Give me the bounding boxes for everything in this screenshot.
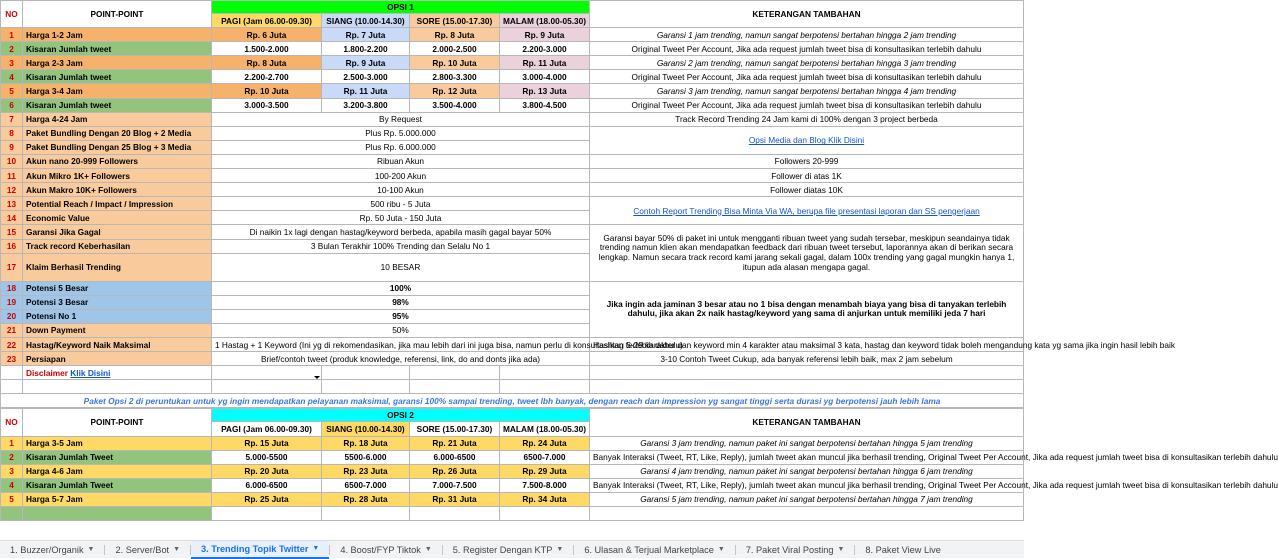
jaminan-note[interactable]: Jika ingin ada jaminan 3 besar atau no 1 bisa dengan menambah biaya yang bisa di tanyakan terlebih dahulu, jika akan 2x naik hastag/keyword yang sama di anjurkan untuk memiliki jeda 7 hari (590, 281, 1024, 337)
value-cell[interactable]: 95% (212, 309, 590, 323)
row-no[interactable]: 23 (1, 352, 23, 366)
keterangan-cell[interactable]: Garansi 2 jam trending, namun sangat berpotensi bertahan hingga 3 jam trending (590, 56, 1024, 70)
empty-cell[interactable] (212, 507, 322, 521)
row-label[interactable]: Garansi Jika Gagal (23, 225, 212, 239)
price-cell[interactable]: Rp. 34 Juta (500, 492, 590, 506)
row-no[interactable]: 5 (1, 492, 23, 506)
tab-label: 2. Server/Bot (115, 544, 170, 555)
sheet-tab-ktp[interactable] (443, 541, 574, 559)
tweet-cell[interactable]: 7.000-7.500 (410, 478, 500, 492)
row-label[interactable]: Potential Reach / Impact / Impression (23, 197, 212, 211)
chevron-down-icon[interactable]: ▼ (556, 545, 564, 553)
empty-cell[interactable] (590, 380, 1024, 394)
row-no[interactable]: 1 (1, 436, 23, 450)
sheet-tab-bar (0, 540, 1024, 558)
value-cell[interactable]: By Request (212, 112, 590, 126)
row-label[interactable]: Harga 5-7 Jam (23, 492, 212, 506)
row-label[interactable]: Kisaran Jumlah tweet (23, 98, 212, 112)
row-no[interactable]: 1 (1, 28, 23, 42)
empty-cell[interactable] (410, 380, 500, 394)
keterangan-cell[interactable]: Garansi 3 jam trending, namun sangat berpotensi bertahan hingga 4 jam trending (590, 84, 1024, 98)
sheet-tab-buzzer[interactable] (0, 541, 104, 559)
row-no[interactable]: 2 (1, 450, 23, 464)
empty-cell[interactable] (212, 366, 322, 380)
empty-cell[interactable] (322, 507, 410, 521)
row-no[interactable]: 3 (1, 56, 23, 70)
chevron-down-icon[interactable]: ▼ (424, 545, 432, 553)
row-label[interactable]: Potensi 5 Besar (23, 281, 212, 295)
chevron-down-icon[interactable]: ▼ (173, 545, 181, 553)
point-header[interactable]: POINT-POINT (23, 409, 212, 436)
chevron-down-icon[interactable]: ▼ (312, 544, 320, 552)
price-cell[interactable]: Rp. 26 Juta (410, 464, 500, 478)
chevron-down-icon[interactable]: ▼ (87, 545, 95, 553)
row-no[interactable]: 3 (1, 464, 23, 478)
price-cell[interactable]: Rp. 29 Juta (500, 464, 590, 478)
row-no[interactable]: 19 (1, 295, 23, 309)
tweet-cell[interactable]: 1.500-2.000 (212, 42, 322, 56)
keterangan-header[interactable]: KETERANGAN TAMBAHAN (590, 409, 1024, 436)
price-cell[interactable]: Rp. 12 Juta (410, 84, 500, 98)
row-no[interactable]: 15 (1, 225, 23, 239)
col-malam[interactable]: MALAM (18.00-05.30) (500, 422, 590, 436)
row-label[interactable]: Harga 2-3 Jam (23, 56, 212, 70)
empty-cell[interactable] (500, 507, 590, 521)
row-label[interactable]: Potensi No 1 (23, 309, 212, 323)
price-cell[interactable]: Rp. 9 Juta (322, 56, 410, 70)
empty-cell[interactable] (23, 380, 212, 394)
row-label[interactable]: Harga 3-5 Jam (23, 436, 212, 450)
row-no[interactable]: 6 (1, 98, 23, 112)
tweet-cell[interactable]: 5.000-5500 (212, 450, 322, 464)
value-cell[interactable]: 1 Hastag + 1 Keyword (Ini yg di rekomendasikan, jika mau lebih dari ini juga bisa, namun perlu di konsultasikan terlebih dahulu) (212, 337, 590, 351)
empty-cell[interactable] (410, 366, 500, 380)
keterangan-cell[interactable]: Track Record Trending 24 Jam kami di 100% dengan 3 project berbeda (590, 112, 1024, 126)
row-label[interactable]: Akun nano 20-999 Followers (23, 154, 212, 168)
row-no[interactable]: 10 (1, 154, 23, 168)
tweet-cell[interactable]: 1.800-2.200 (322, 42, 410, 56)
value-cell[interactable]: 500 ribu - 5 Juta (212, 197, 590, 211)
sheet-tab-marketplace[interactable] (574, 541, 734, 559)
row-label[interactable]: Track record Keberhasilan (23, 239, 212, 253)
keterangan-cell[interactable]: Follower diatas 10K (590, 183, 1024, 197)
tab-label: 8. Paket View Live (865, 544, 941, 555)
sheet-tab-viral[interactable] (736, 541, 855, 559)
empty-cell[interactable] (500, 366, 590, 380)
row-no[interactable]: 4 (1, 478, 23, 492)
price-cell[interactable]: Rp. 11 Juta (500, 56, 590, 70)
row-no[interactable]: 5 (1, 84, 23, 98)
keterangan-cell[interactable]: Original Tweet Per Account, Jika ada request jumlah tweet bisa di konsultasikan terlebih dahulu (590, 70, 1024, 84)
row-label[interactable]: Hastag/Keyword Naik Maksimal (23, 337, 212, 351)
row-no[interactable]: 14 (1, 211, 23, 225)
keterangan-cell[interactable]: Garansi 3 jam trending, namun paket ini sangat berpotensi bertahan hingga 5 jam trending (590, 436, 1024, 450)
value-cell[interactable]: Brief/contoh tweet (produk knowledge, referensi, link, do and donts jika ada) (212, 352, 590, 366)
col-siang[interactable]: SIANG (10.00-14.30) (322, 14, 410, 28)
tweet-cell[interactable]: 5500-6.000 (322, 450, 410, 464)
opsi-2-table (0, 408, 1278, 521)
row-label[interactable]: Klaim Berhasil Trending (23, 253, 212, 281)
sheet-tab-live[interactable] (855, 541, 950, 559)
sheet-tab-trending[interactable] (191, 541, 329, 559)
col-malam[interactable]: MALAM (18.00-05.30) (500, 14, 590, 28)
price-cell[interactable]: Rp. 24 Juta (500, 436, 590, 450)
tweet-cell[interactable]: 2.200-2.700 (212, 70, 322, 84)
empty-cell[interactable] (500, 380, 590, 394)
keterangan-cell[interactable]: Garansi 1 jam trending, namun sangat berpotensi bertahan hingga 2 jam trending (590, 28, 1024, 42)
value-cell[interactable]: Plus Rp. 5.000.000 (212, 126, 590, 140)
keterangan-header[interactable]: KETERANGAN TAMBAHAN (590, 1, 1024, 28)
value-cell[interactable]: 3 Bulan Terakhir 100% Trending dan Selalu No 1 (212, 239, 590, 253)
value-cell[interactable]: Plus Rp. 6.000.000 (212, 140, 590, 154)
value-cell[interactable]: Rp. 50 Juta - 150 Juta (212, 211, 590, 225)
row-label[interactable]: Paket Bundling Dengan 20 Blog + 2 Media (23, 126, 212, 140)
tweet-cell[interactable]: 6500-7.000 (322, 478, 410, 492)
tab-label: 6. Ulasan & Terjual Marketplace (584, 544, 714, 555)
row-label[interactable]: Harga 4-24 Jam (23, 112, 212, 126)
tab-label: 7. Paket Viral Posting (745, 544, 834, 555)
chevron-down-icon[interactable]: ▼ (717, 545, 725, 553)
row-label[interactable]: Kisaran Jumlah Tweet (23, 450, 212, 464)
value-cell[interactable]: 50% (212, 323, 590, 337)
row-no[interactable]: 7 (1, 112, 23, 126)
tweet-cell[interactable]: 2.500-3.000 (322, 70, 410, 84)
row-label[interactable]: Kisaran Jumlah tweet (23, 42, 212, 56)
keterangan-cell[interactable]: Garansi 5 jam trending, namun paket ini sangat berpotensi bertahan hingga 7 jam trending (590, 492, 1024, 506)
row-label[interactable]: Potensi 3 Besar (23, 295, 212, 309)
row-label[interactable]: Kisaran Jumlah tweet (23, 70, 212, 84)
col-sore[interactable]: SORE (15.00-17.30) (410, 422, 500, 436)
price-cell[interactable]: Rp. 31 Juta (410, 492, 500, 506)
tweet-cell[interactable]: 3.500-4.000 (410, 98, 500, 112)
row-no[interactable]: 2 (1, 42, 23, 56)
price-cell[interactable]: Rp. 28 Juta (322, 492, 410, 506)
keterangan-cell[interactable]: Follower di atas 1K (590, 169, 1024, 183)
price-cell[interactable]: Rp. 8 Juta (212, 56, 322, 70)
tab-label: 1. Buzzer/Organik (10, 544, 84, 555)
empty-cell[interactable] (212, 380, 322, 394)
opsi-2-note[interactable]: Paket Opsi 2 di peruntukan untuk yg ingin mendapatkan pelayanan maksimal, garansi 100% sampai trending, tweet lbh banyak, dengan reach dan impression yg sangat tinggi serta durasi yg berpotensi jauh lebih lama (1, 394, 1024, 408)
tweet-cell[interactable]: 7.500-8.000 (500, 478, 590, 492)
col-pagi[interactable]: PAGI (Jam 06.00-09.30) (212, 422, 322, 436)
empty-cell[interactable] (322, 380, 410, 394)
tweet-cell[interactable]: 3.000-3.500 (212, 98, 322, 112)
row-no[interactable]: 21 (1, 323, 23, 337)
tab-label: 3. Trending Topik Twitter (201, 543, 309, 554)
keterangan-cell[interactable]: Original Tweet Per Account, Jika ada request jumlah tweet bisa di konsultasikan terlebih dahulu (590, 98, 1024, 112)
empty-cell[interactable] (410, 507, 500, 521)
garansi-note[interactable]: Garansi bayar 50% di paket ini untuk mengganti ribuan tweet yang sudah tersebar, meskipun seandainya tidak trending namun klien akan mendapatkan feedback dari ribuan tweet tersebut, laporannya akan di berikan secara lengkap. Namun secara track record kami jarang sekali gagal, dalam 100x trending yang gagal mungkin hanya 1, itupun ada alasan mengapa gagal. (590, 225, 1024, 281)
price-cell[interactable]: Rp. 18 Juta (322, 436, 410, 450)
no-header[interactable]: NO (1, 1, 23, 28)
row-label[interactable]: Akun Makro 10K+ Followers (23, 183, 212, 197)
price-cell[interactable]: Rp. 10 Juta (410, 56, 500, 70)
value-cell[interactable]: 98% (212, 295, 590, 309)
price-cell[interactable]: Rp. 15 Juta (212, 436, 322, 450)
row-no[interactable]: 20 (1, 309, 23, 323)
sheet-tab-server[interactable] (105, 541, 190, 559)
row-no[interactable]: 22 (1, 337, 23, 351)
row-no[interactable]: 9 (1, 140, 23, 154)
price-cell[interactable]: Rp. 10 Juta (212, 84, 322, 98)
row-no[interactable]: 12 (1, 183, 23, 197)
chevron-down-icon[interactable]: ▼ (837, 545, 845, 553)
empty-cell[interactable] (1, 380, 23, 394)
opsi-media-link[interactable]: Opsi Media dan Blog Klik Disini (590, 126, 1024, 154)
cell-note-marker (314, 376, 320, 379)
tweet-cell[interactable]: 2.200-3.000 (500, 42, 590, 56)
price-cell[interactable]: Rp. 11 Juta (322, 84, 410, 98)
tweet-cell[interactable]: 2.800-3.300 (410, 70, 500, 84)
price-cell[interactable]: Rp. 7 Juta (322, 28, 410, 42)
keterangan-cell[interactable]: 3-10 Contoh Tweet Cukup, ada banyak referensi lebih baik, max 2 jam sebelum (590, 352, 1024, 366)
disclaimer-cell[interactable] (23, 366, 212, 380)
row-no[interactable]: 18 (1, 281, 23, 295)
price-cell[interactable]: Rp. 13 Juta (500, 84, 590, 98)
empty-cell[interactable] (322, 366, 410, 380)
price-cell[interactable]: Rp. 25 Juta (212, 492, 322, 506)
row-no[interactable]: 8 (1, 126, 23, 140)
value-cell[interactable]: Di naikin 1x lagi dengan hastag/keyword berbeda, apabila masih gagal bayar 50% (212, 225, 590, 239)
value-cell[interactable]: Ribuan Akun (212, 154, 590, 168)
price-cell[interactable]: Rp. 8 Juta (410, 28, 500, 42)
tweet-cell[interactable]: 3.800-4.500 (500, 98, 590, 112)
value-cell[interactable]: 100% (212, 281, 590, 295)
disclaimer-label: Disclaimer (26, 367, 68, 378)
row-label[interactable]: Economic Value (23, 211, 212, 225)
empty-cell[interactable] (1, 507, 23, 521)
empty-cell[interactable] (23, 507, 212, 521)
report-link[interactable]: Contoh Report Trending Bisa Minta Via WA, berupa file presentasi laporan dan SS pengerjaan (590, 197, 1024, 225)
row-label[interactable]: Paket Bundling Dengan 25 Blog + 3 Media (23, 140, 212, 154)
empty-cell[interactable] (590, 366, 1024, 380)
keterangan-cell[interactable]: Garansi 4 jam trending, namun paket ini sangat berpotensi bertahan hingga 6 jam trending (590, 464, 1024, 478)
empty-cell[interactable] (1, 366, 23, 380)
price-cell[interactable]: Rp. 20 Juta (212, 464, 322, 478)
tweet-cell[interactable]: 6.000-6500 (410, 450, 500, 464)
price-cell[interactable]: Rp. 6 Juta (212, 28, 322, 42)
row-label[interactable]: Down Payment (23, 323, 212, 337)
row-label[interactable]: Akun Mikro 1K+ Followers (23, 169, 212, 183)
row-label[interactable]: Harga 4-6 Jam (23, 464, 212, 478)
keterangan-cell[interactable]: Original Tweet Per Account, Jika ada request jumlah tweet bisa di konsultasikan terlebih dahulu (590, 42, 1024, 56)
col-siang[interactable]: SIANG (10.00-14.30) (322, 422, 410, 436)
tweet-cell[interactable]: 2.000-2.500 (410, 42, 500, 56)
row-no[interactable]: 16 (1, 239, 23, 253)
row-no[interactable]: 17 (1, 253, 23, 281)
tab-label: 4. Boost/FYP Tiktok (340, 544, 421, 555)
keterangan-cell[interactable]: Banyak Interaksi (Tweet, RT, Like, Reply), jumlah tweet akan muncul jika berhasil trending, Original Tweet Per Account, Jika ada request jumlah tweet bisa di konsultasikan terlebih dahulu (590, 478, 1024, 492)
row-no[interactable]: 4 (1, 70, 23, 84)
price-cell[interactable]: Rp. 23 Juta (322, 464, 410, 478)
row-label[interactable]: Harga 1-2 Jam (23, 28, 212, 42)
tweet-cell[interactable]: 3.000-4.000 (500, 70, 590, 84)
no-header[interactable]: NO (1, 409, 23, 436)
col-pagi[interactable]: PAGI (Jam 06.00-09.30) (212, 14, 322, 28)
row-label[interactable]: Harga 3-4 Jam (23, 84, 212, 98)
keterangan-cell[interactable]: Followers 20-999 (590, 154, 1024, 168)
sheet-tab-tiktok[interactable] (330, 541, 441, 559)
value-cell[interactable]: 10 BESAR (212, 253, 590, 281)
price-cell[interactable]: Rp. 21 Juta (410, 436, 500, 450)
value-cell[interactable]: 100-200 Akun (212, 169, 590, 183)
point-header[interactable]: POINT-POINT (23, 1, 212, 28)
value-cell[interactable]: 10-100 Akun (212, 183, 590, 197)
tweet-cell[interactable]: 3.200-3.800 (322, 98, 410, 112)
col-sore[interactable]: SORE (15.00-17.30) (410, 14, 500, 28)
opsi-header[interactable]: OPSI 1 (212, 1, 590, 14)
disclaimer-link[interactable]: Klik Disini (70, 367, 111, 378)
tab-label: 5. Register Dengan KTP (452, 544, 553, 555)
row-label[interactable]: Persiapan (23, 352, 212, 366)
row-no[interactable]: 13 (1, 197, 23, 211)
opsi-header[interactable]: OPSI 2 (212, 409, 590, 422)
keterangan-cell[interactable]: Hashtag 5-29 karakter dan keyword min 4 karakter atau maksimal 3 kata, hastag dan keyword tidak boleh mengandung kata yg sama jika ingin hasil lebih baik (590, 337, 1024, 351)
row-no[interactable]: 11 (1, 169, 23, 183)
price-cell[interactable]: Rp. 9 Juta (500, 28, 590, 42)
tweet-cell[interactable]: 6500-7.000 (500, 450, 590, 464)
empty-cell[interactable] (590, 507, 1024, 521)
row-label[interactable]: Kisaran Jumlah Tweet (23, 478, 212, 492)
tweet-cell[interactable]: 6.000-6500 (212, 478, 322, 492)
keterangan-cell[interactable]: Banyak Interaksi (Tweet, RT, Like, Reply), jumlah tweet akan muncul jika berhasil trending, Original Tweet Per Account, Jika ada request jumlah tweet bisa di konsultasikan terlebih dahulu (590, 450, 1024, 464)
